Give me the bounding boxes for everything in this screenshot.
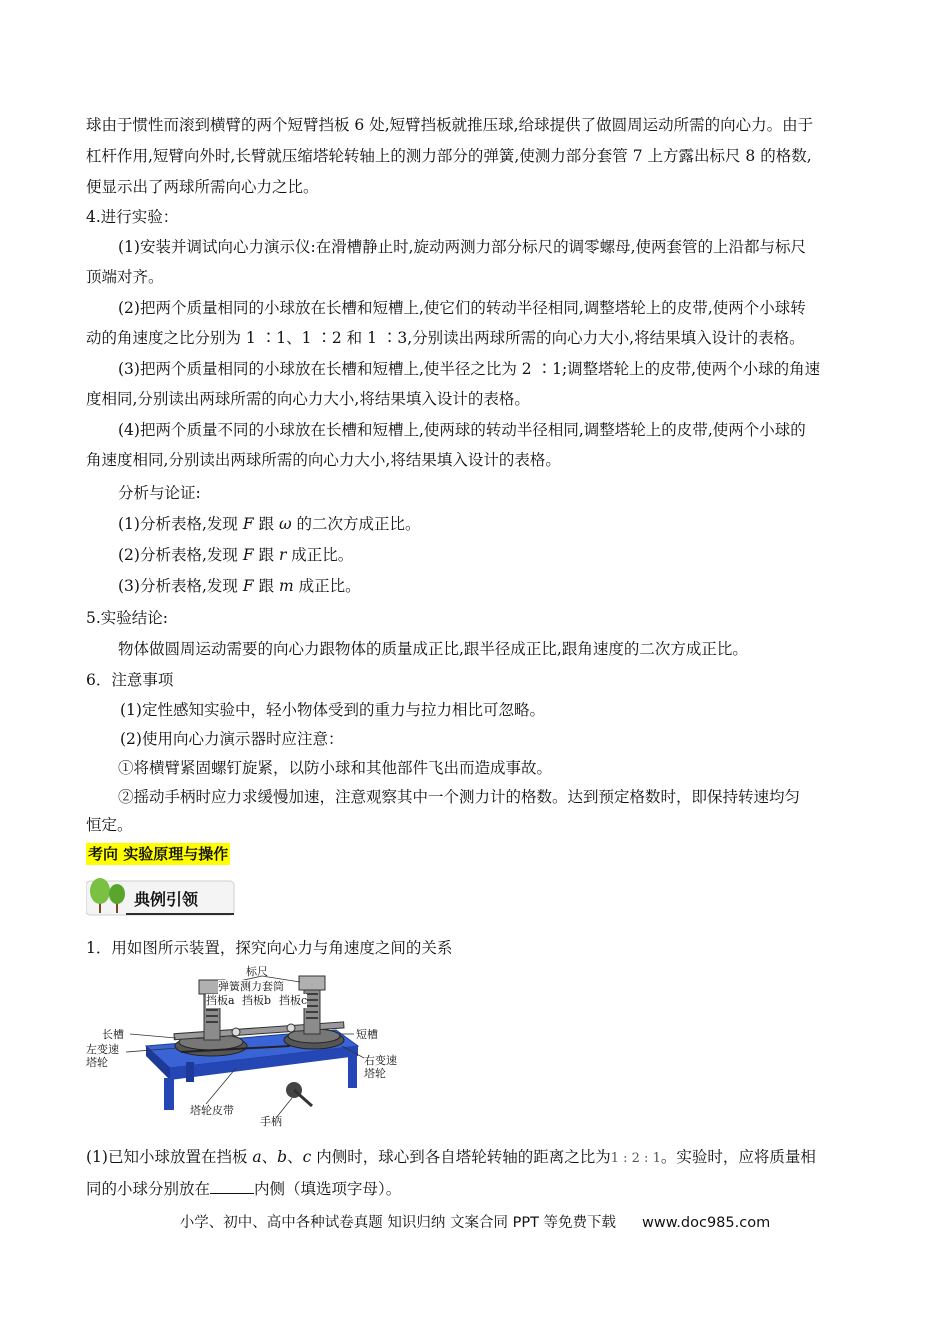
- symbol-b: b: [277, 1148, 288, 1166]
- label-belt: 塔轮皮带: [190, 1104, 234, 1117]
- paragraph-line: 度相同,分别读出两球所需的向心力大小,将结果填入设计的表格。: [86, 390, 530, 408]
- label-long-slot: 长槽: [102, 1028, 124, 1041]
- symbol-F: F: [242, 577, 254, 595]
- paragraph-line: 杠杆作用,短臂向外时,长臂就压缩塔轮转轴上的测力部分的弹簧,使测力部分套管 7 上方露出标尺 8 的格数,: [86, 147, 812, 165]
- text: 内侧（填选项字母）。: [254, 1180, 402, 1198]
- paragraph-line: 动的角速度之比分别为 1 ∶1、1 ∶2 和 1 ∶3,分别读出两球所需的向心力大小,将结果填入设计的表格。: [86, 329, 805, 347]
- paragraph-line: (1)安装并调试向心力演示仪:在滑槽静止时,旋动两测力部分标尺的调零螺母,使两套管的上沿都与标尺: [118, 238, 807, 256]
- example-badge: [86, 875, 236, 917]
- paragraph-line: (3)把两个质量相同的小球放在长槽和短槽上,使半径之比为 2 ∶1;调整塔轮上的皮带,使两个小球的角速: [118, 360, 821, 378]
- label-baffle-a: 挡板a: [206, 994, 235, 1007]
- subquestion-1-line1: [86, 1146, 816, 1170]
- badge-label: 典例引领: [134, 890, 199, 909]
- analysis-item-3: [118, 575, 361, 597]
- label-short-slot: 短槽: [356, 1028, 378, 1041]
- symbol-c: c: [302, 1148, 312, 1166]
- paragraph-line: (2)把两个质量相同的小球放在长槽和短槽上,使它们的转动半径相同,调整塔轮上的皮带,使两个小球转: [118, 299, 806, 317]
- footer-url[interactable]: www.doc985.com: [642, 1215, 771, 1231]
- label-right-wheel-line2: 塔轮: [364, 1067, 386, 1080]
- ratio-value: 1 : 2 : 1: [610, 1151, 661, 1166]
- paragraph-line: (2)使用向心力演示器时应注意：: [120, 730, 344, 748]
- label-baffle-c: 挡板c: [279, 994, 308, 1007]
- section-4-title: 4.进行实验：: [86, 208, 179, 226]
- text: 。实验时，应将质量相: [660, 1148, 816, 1166]
- paragraph-line: (1)定性感知实验中，轻小物体受到的重力与拉力相比可忽略。: [120, 701, 545, 719]
- symbol-F: F: [242, 546, 254, 564]
- text: 成正比。: [293, 577, 361, 595]
- text: 同的小球分别放在: [86, 1180, 211, 1198]
- label-right-wheel-line1: 右变速: [364, 1054, 397, 1067]
- text: 跟: [253, 577, 279, 595]
- page-footer: [0, 1212, 950, 1234]
- label-handle: 手柄: [260, 1115, 282, 1128]
- analysis-title: 分析与论证:: [118, 484, 201, 502]
- symbol-a: a: [252, 1148, 262, 1166]
- label-left-wheel: [86, 1043, 119, 1069]
- paragraph-line: 顶端对齐。: [86, 268, 164, 286]
- label-biaochi: 标尺: [246, 965, 268, 978]
- symbol-m: m: [278, 577, 294, 595]
- paragraph-line: 物体做圆周运动需要的向心力跟物体的质量成正比,跟半径成正比,跟角速度的二次方成正比。: [118, 640, 748, 658]
- paragraph-line: 便显示出了两球所需向心力之比。: [86, 178, 319, 196]
- paragraph-line: ②摇动手柄时应力求缓慢加速，注意观察其中一个测力计的格数。达到预定格数时，即保持转速均匀: [118, 788, 801, 806]
- text: 成正比。: [286, 546, 354, 564]
- text: 跟: [253, 515, 279, 533]
- text: 、: [287, 1148, 303, 1166]
- topic-highlight: 考向 实验原理与操作: [88, 845, 229, 863]
- paragraph-line: 恒定。: [86, 816, 133, 834]
- section-5-title: 5.实验结论:: [86, 609, 169, 627]
- analysis-item-1: [118, 513, 421, 535]
- label-left-wheel-line1: 左变速: [86, 1043, 119, 1056]
- paragraph-line: ①将横臂紧固螺钉旋紧，以防小球和其他部件飞出而造成事故。: [118, 759, 553, 777]
- text: 跟: [253, 546, 279, 564]
- footer-text: 小学、初中、高中各种试卷真题 知识归纳 文案合同 PPT 等免费下载: [179, 1215, 617, 1231]
- symbol-omega: ω: [278, 515, 292, 533]
- text: 内侧时，球心到各自塔轮转轴的距离之比为: [311, 1148, 611, 1166]
- text: (3)分析表格,发现: [118, 577, 243, 595]
- text: (1)分析表格,发现: [118, 515, 243, 533]
- section-6-title: 6．注意事项: [86, 671, 174, 689]
- answer-blank[interactable]: [210, 1179, 254, 1194]
- text: 的二次方成正比。: [291, 515, 421, 533]
- label-baffle-b: 挡板b: [242, 994, 272, 1007]
- text: (1)已知小球放置在挡板: [86, 1148, 253, 1166]
- symbol-F: F: [242, 515, 254, 533]
- analysis-item-2: [118, 544, 353, 566]
- apparatus-figure: [86, 965, 416, 1128]
- text: 、: [261, 1148, 278, 1166]
- label-left-wheel-line2: 塔轮: [86, 1056, 108, 1069]
- label-spring: 弹簧测力套筒: [218, 980, 284, 993]
- paragraph-line: 角速度相同,分别读出两球所需的向心力大小,将结果填入设计的表格。: [86, 451, 561, 469]
- subquestion-1-line2: [86, 1178, 401, 1200]
- question-title: 1．用如图所示装置，探究向心力与角速度之间的关系: [86, 939, 453, 957]
- label-right-wheel: [364, 1054, 397, 1080]
- symbol-r: r: [278, 546, 287, 564]
- paragraph-line: (4)把两个质量不同的小球放在长槽和短槽上,使两球的转动半径相同,调整塔轮上的皮带,使两个小球的: [118, 421, 806, 439]
- text: (2)分析表格,发现: [118, 546, 243, 564]
- paragraph-line: 球由于惯性而滚到横臂的两个短臂挡板 6 处,短臂挡板就推压球,给球提供了做圆周运动所需的向心力。由于: [86, 116, 814, 134]
